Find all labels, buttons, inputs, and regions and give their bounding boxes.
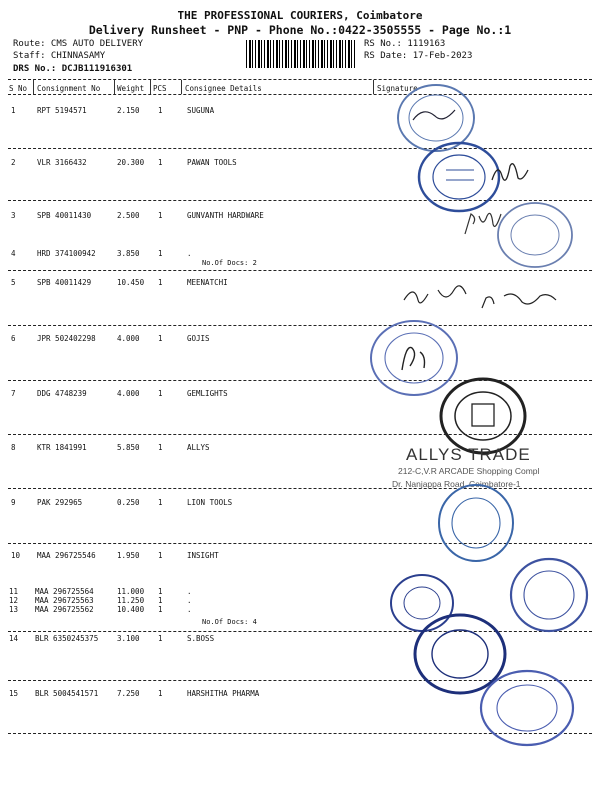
row-weight: 3.100 bbox=[117, 634, 140, 643]
col-sno-header: S No bbox=[9, 84, 28, 93]
rs-number: RS No.: 1119163 bbox=[364, 39, 446, 49]
row-sno: 4 bbox=[11, 249, 16, 258]
row-consignee: ALLYS bbox=[187, 443, 210, 452]
col-divider bbox=[150, 80, 151, 94]
row-consignee: HARSHITHA PHARMA bbox=[187, 689, 260, 698]
row-consignee: MEENATCHI bbox=[187, 278, 228, 287]
col-divider bbox=[114, 80, 115, 94]
row-pcs: 1 bbox=[158, 443, 163, 452]
row-weight: 4.000 bbox=[117, 334, 140, 343]
row-sno: 6 bbox=[11, 334, 16, 343]
row-weight: 2.150 bbox=[117, 106, 140, 115]
row-pcs: 1 bbox=[158, 587, 163, 596]
insight-stamp bbox=[508, 555, 590, 635]
row-consignment: MAA 296725563 bbox=[35, 596, 94, 605]
col-divider bbox=[33, 80, 34, 94]
row-consignee: PAWAN TOOLS bbox=[187, 158, 237, 167]
row-consignment: SPB 40011430 bbox=[37, 211, 92, 220]
row-sno: 5 bbox=[11, 278, 16, 287]
row-consignment: SPB 40011429 bbox=[37, 278, 92, 287]
row-weight: 4.000 bbox=[117, 389, 140, 398]
row-sno: 8 bbox=[11, 443, 16, 452]
row-consignee: INSIGHT bbox=[187, 551, 219, 560]
row-pcs: 1 bbox=[158, 551, 163, 560]
no-of-docs-label: No.Of Docs: 2 bbox=[202, 259, 257, 267]
row-weight: 11.000 bbox=[117, 587, 145, 596]
row-weight: 10.450 bbox=[117, 278, 145, 287]
col-weight-header: Weight bbox=[117, 84, 145, 93]
header-rule-bottom bbox=[8, 94, 592, 95]
row-consignee: . bbox=[187, 249, 192, 258]
row-consignment: RPT 5194571 bbox=[37, 106, 87, 115]
row-consignment: MAA 296725546 bbox=[37, 551, 96, 560]
col-divider bbox=[373, 80, 374, 94]
col-consignee-header: Consignee Details bbox=[185, 84, 262, 93]
row-consignment: BLR 6350245375 bbox=[35, 634, 99, 643]
row-consignment: KTR 1841991 bbox=[37, 443, 87, 452]
row-separator bbox=[8, 325, 592, 326]
row-pcs: 1 bbox=[158, 106, 163, 115]
allys-stamp-address: Dr. Nanjappa Road, Coimbatore-1 bbox=[392, 479, 521, 489]
runsheet-title: Delivery Runsheet - PNP - Phone No.:0422-3505555 - Page No.:1 bbox=[88, 23, 512, 37]
row-consignment: VLR 3166432 bbox=[37, 158, 87, 167]
lion-tools-stamp bbox=[436, 482, 516, 564]
row-weight: 10.400 bbox=[117, 605, 145, 614]
row-pcs: 1 bbox=[158, 211, 163, 220]
staff-label: Staff: CHINNASAMY bbox=[13, 51, 106, 61]
row-separator bbox=[8, 270, 592, 271]
col-divider bbox=[181, 80, 182, 94]
row-consignment: PAK 292965 bbox=[37, 498, 83, 507]
row-pcs: 1 bbox=[158, 634, 163, 643]
row-weight: 1.950 bbox=[117, 551, 140, 560]
route-label: Route: CMS AUTO DELIVERY bbox=[13, 39, 144, 49]
row-consignee: LION TOOLS bbox=[187, 498, 233, 507]
signature-scribble bbox=[490, 158, 530, 188]
row-consignment: BLR 5004541571 bbox=[35, 689, 99, 698]
row-consignment: MAA 296725562 bbox=[35, 605, 94, 614]
drs-number: DRS No.: DCJB111916301 bbox=[13, 64, 133, 74]
row-consignee: GOJIS bbox=[187, 334, 210, 343]
col-consignment-header: Consignment No bbox=[37, 84, 101, 93]
row-pcs: 1 bbox=[158, 249, 163, 258]
allys-stamp-address: 212-C,V.R ARCADE Shopping Compl bbox=[398, 466, 540, 476]
allys-stamp-name: ALLYS TRADE bbox=[406, 445, 531, 464]
row-pcs: 1 bbox=[158, 278, 163, 287]
row-sno: 2 bbox=[11, 158, 16, 167]
row-pcs: 1 bbox=[158, 389, 163, 398]
row-consignee: . bbox=[187, 605, 192, 614]
row-consignee: . bbox=[187, 596, 192, 605]
row-sno: 7 bbox=[11, 389, 16, 398]
row-sno: 11 bbox=[9, 587, 19, 596]
row-consignee: S.BOSS bbox=[187, 634, 215, 643]
row-pcs: 1 bbox=[158, 605, 163, 614]
col-pcs-header: PCS bbox=[153, 84, 167, 93]
row-sno: 12 bbox=[9, 596, 19, 605]
row-pcs: 1 bbox=[158, 158, 163, 167]
row-weight: 3.850 bbox=[117, 249, 140, 258]
harshitha-healthcare-stamp bbox=[478, 668, 576, 748]
signature-scribble bbox=[400, 278, 575, 322]
row-weight: 5.850 bbox=[117, 443, 140, 452]
no-of-docs-label: No.Of Docs: 4 bbox=[202, 618, 257, 626]
header-rule-top bbox=[8, 79, 592, 80]
row-sno: 1 bbox=[11, 106, 16, 115]
row-weight: 2.500 bbox=[117, 211, 140, 220]
row-consignee: GEMLIGHTS bbox=[187, 389, 228, 398]
row-sno: 3 bbox=[11, 211, 16, 220]
col-signature-header: Signature bbox=[377, 84, 418, 93]
row-sno: 9 bbox=[11, 498, 16, 507]
row-pcs: 1 bbox=[158, 689, 163, 698]
row-pcs: 1 bbox=[158, 596, 163, 605]
gemlights-stamp bbox=[438, 376, 528, 456]
row-consignment: MAA 296725564 bbox=[35, 587, 94, 596]
row-consignee: . bbox=[187, 587, 192, 596]
row-consignee: SUGUNA bbox=[187, 106, 215, 115]
rs-date: RS Date: 17-Feb-2023 bbox=[364, 51, 473, 61]
row-consignment: DDG 4748239 bbox=[37, 389, 87, 398]
row-weight: 20.300 bbox=[117, 158, 145, 167]
row-weight: 11.250 bbox=[117, 596, 145, 605]
row-pcs: 1 bbox=[158, 334, 163, 343]
row-consignment: HRD 374100942 bbox=[37, 249, 96, 258]
row-pcs: 1 bbox=[158, 498, 163, 507]
row-sno: 10 bbox=[11, 551, 21, 560]
row-sno: 14 bbox=[9, 634, 19, 643]
company-title: THE PROFESSIONAL COURIERS, Coimbatore bbox=[177, 9, 423, 22]
row-consignment: JPR 502402298 bbox=[37, 334, 96, 343]
row-sno: 13 bbox=[9, 605, 19, 614]
row-sno: 15 bbox=[9, 689, 19, 698]
row-separator bbox=[8, 148, 592, 149]
row-weight: 0.250 bbox=[117, 498, 140, 507]
signature-scribble bbox=[462, 208, 508, 238]
row-weight: 7.250 bbox=[117, 689, 140, 698]
barcode bbox=[246, 40, 356, 68]
row-consignee: GUNVANTH HARDWARE bbox=[187, 211, 264, 220]
